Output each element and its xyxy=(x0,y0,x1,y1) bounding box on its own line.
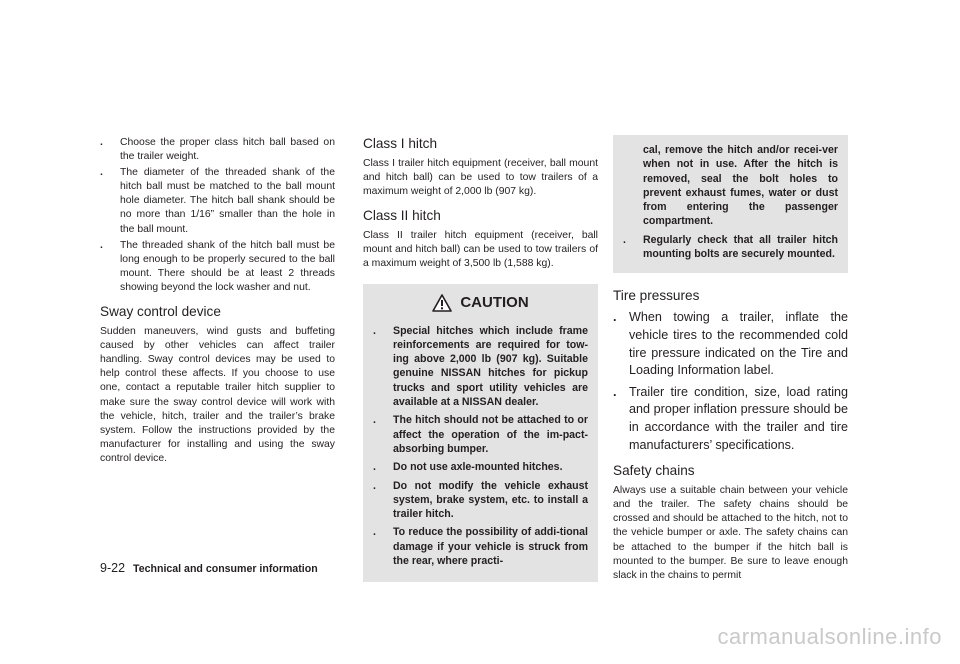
bullet-icon: . xyxy=(100,167,103,179)
column-3 xyxy=(613,136,848,583)
list-item: . The threaded shank of the hitch ball must be long enough to be properly secured to the ball mount. There should be at least 2 threads showing beyond the lock washer and nut. xyxy=(100,239,335,293)
bullet-icon: . xyxy=(100,239,103,251)
page-footer xyxy=(100,561,318,575)
bullet-icon: . xyxy=(373,526,376,539)
list-item: . The diameter of the threaded shank of the hitch ball must be matched to the ball mount hole diameter. The hitch ball shank should be no more than 1/16” smaller than the hole in the ball mount. xyxy=(100,167,335,235)
safety-chains-heading: Safety chains xyxy=(613,463,695,479)
bullet-icon: . xyxy=(100,137,103,148)
warning-icon xyxy=(432,294,452,312)
list-item: . The hitch should not be attached to or affect the operation of the im-pact-absorbing bumper. xyxy=(373,414,588,455)
bullet-icon: . xyxy=(373,414,376,427)
caution-continued-box xyxy=(613,135,848,273)
column-1 xyxy=(100,136,335,466)
section-title: Technical and consumer information xyxy=(133,563,318,575)
bullet-icon: . xyxy=(373,324,376,337)
tire-pressures-heading: Tire pressures xyxy=(613,288,700,304)
caution-box xyxy=(363,284,598,583)
bullet-icon: . xyxy=(613,310,617,325)
list-item: . Do not modify the vehicle exhaust system, brake system, etc. to install a trailer hitch. xyxy=(373,479,588,521)
safety-chains-text: Always use a suitable chain between your vehicle and the trailer. The safety chains should be crossed and should be attached to the hitch, not to the vehicle bumper or axle. The safety chains can be attached to the bumper if the hitch ball is mounted to the bumper. Be sure to leave enough slack in the chains to permit xyxy=(613,485,848,581)
list-item: . Choose the proper class hitch ball based on the trailer weight. xyxy=(100,137,335,163)
caution-continued-list xyxy=(623,233,838,262)
bullet-icon: . xyxy=(373,461,376,474)
list-item: . Special hitches which include frame reinforcements are required for tow-ing above 2,000 lb (907 kg). Suitable genuine NISSAN hitches for pickup trucks and sport utility vehicles are available at a NISSAN dealer. xyxy=(373,324,588,409)
class-2-hitch-text: Class II trailer hitch equipment (receiver, ball mount and hitch ball) can be used to tow trailers of a maximum weight of 3,500 lb (1,588 kg). xyxy=(363,230,598,270)
class-1-hitch-heading: Class I hitch xyxy=(363,136,438,151)
caution-header xyxy=(373,294,588,312)
bullet-icon: . xyxy=(613,384,617,399)
column-2 xyxy=(363,136,598,582)
page-number: 9-22 xyxy=(100,561,126,575)
sway-control-text: Sudden maneuvers, wind gusts and buffeting caused by other vehicles can affect trailer handling. Sway control devices may be used to help control these affects. If you choose to use one, contact a reputable trailer hitch supplier to make sure the sway control device will work with the vehicle, hitch, trailer and the trailer’s brake system. Follow the instructions provided by the manufacturer for installing and using the sway control device. xyxy=(100,326,335,464)
list-item: . Trailer tire condition, size, load rating and proper inflation pressure should be in accordance with the trailer and tire manufacturers’ specifications. xyxy=(613,384,848,452)
list-item: . Regularly check that all trailer hitch mounting bolts are securely mounted. xyxy=(623,233,838,261)
watermark: carmanualsonline.info xyxy=(717,624,942,649)
list-item: . To reduce the possibility of addi-tional damage if your vehicle is struck from the rear, where practi- xyxy=(373,526,588,568)
bullet-icon: . xyxy=(623,233,626,246)
hitch-ball-bullet-list xyxy=(100,136,335,295)
class-1-hitch-text: Class I trailer hitch equipment (receiver, ball mount and hitch ball) can be used to tow trailers of a maximum weight of 2,000 lb (907 kg). xyxy=(363,158,598,198)
caution-list xyxy=(373,324,588,569)
bullet-icon: . xyxy=(373,479,376,492)
list-item: . When towing a trailer, inflate the vehicle tires to the recommended cold tire pressure indicated on the Tire and Loading Information label. xyxy=(613,310,848,378)
class-2-hitch-heading: Class II hitch xyxy=(363,208,441,224)
caution-title: CAUTION xyxy=(460,294,529,312)
list-item: . Do not use axle-mounted hitches. xyxy=(373,461,563,474)
caution-continued-text: cal, remove the hitch and/or recei-ver when not in use. After the hitch is removed, seal the bolt holes to prevent exhaust fumes, water or dust from entering the passenger compartment. xyxy=(643,144,838,228)
sway-control-heading: Sway control device xyxy=(100,304,221,320)
tire-pressures-list xyxy=(613,309,848,454)
